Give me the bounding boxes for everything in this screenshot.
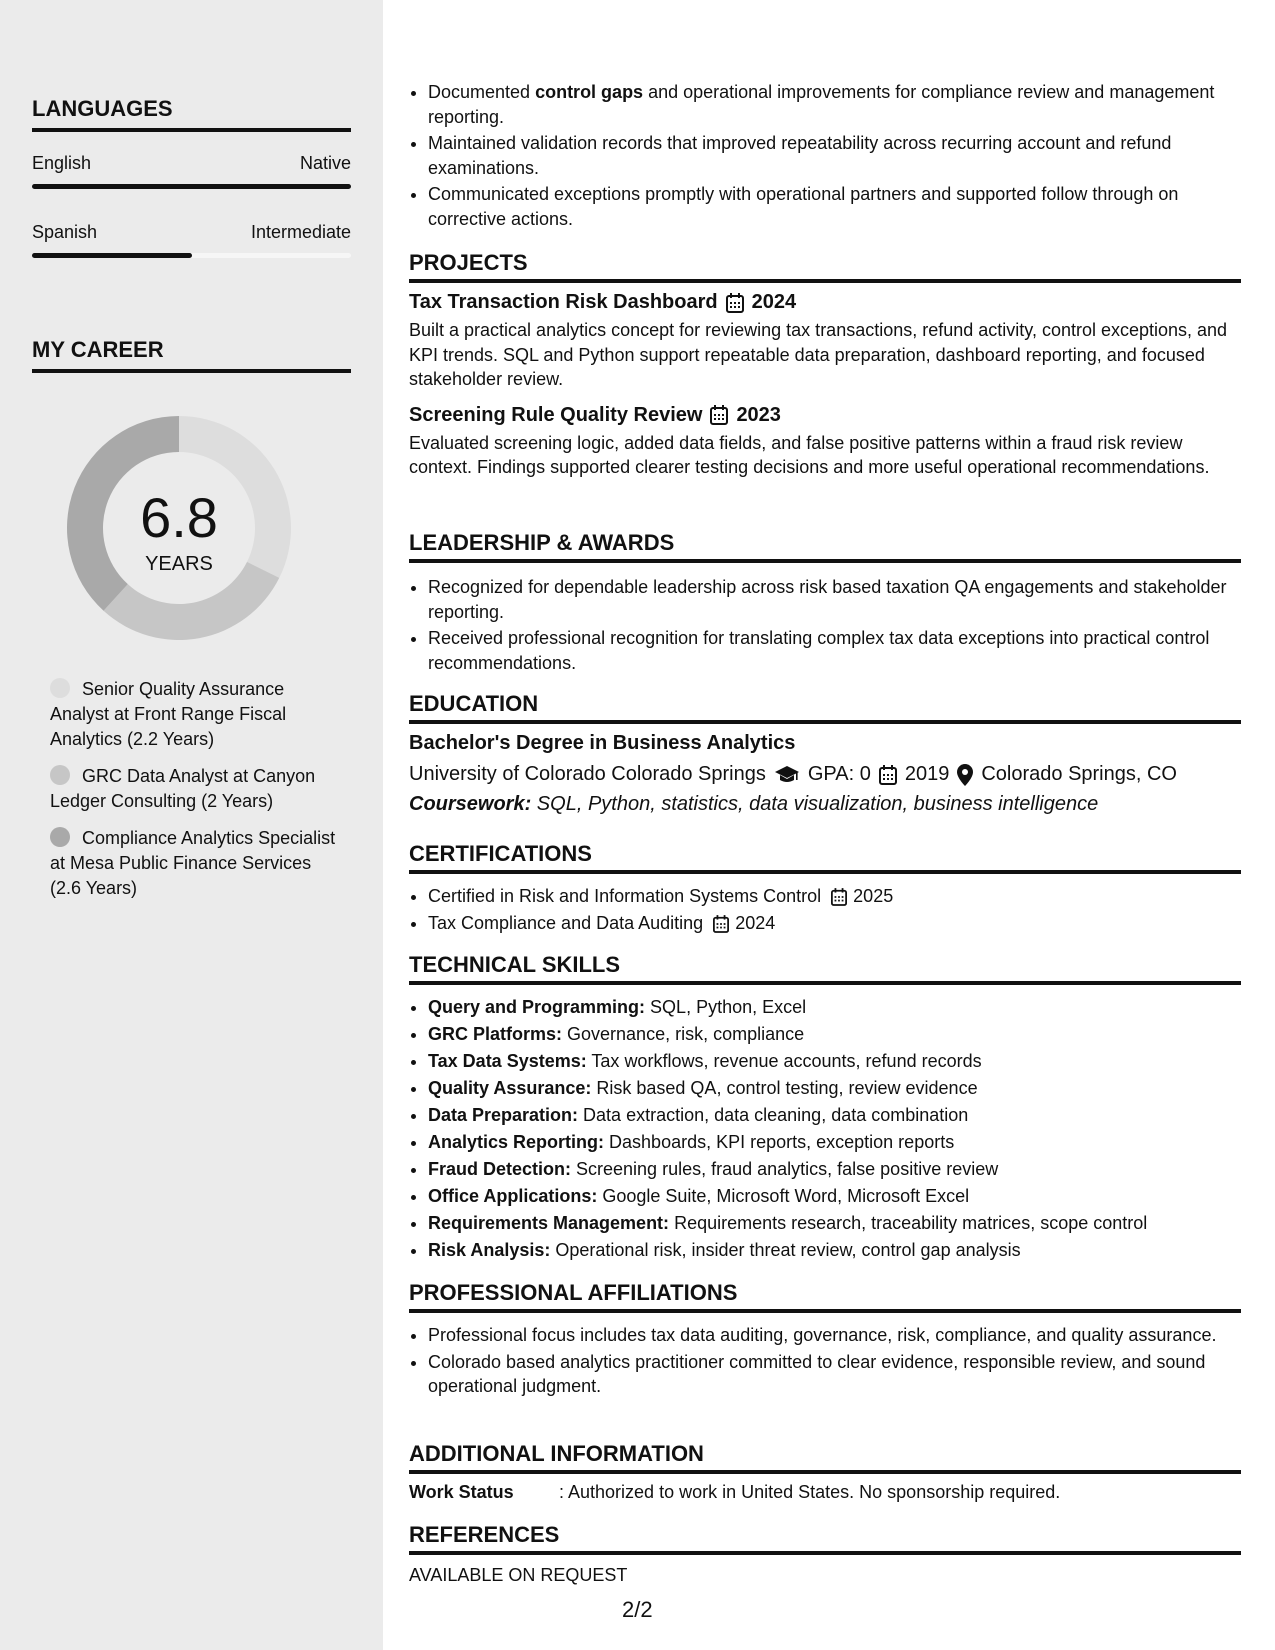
skill-item: • Risk Analysis: Operational risk, insider threat review, control gap analysis <box>428 1238 1241 1263</box>
career-heading: MY CAREER <box>32 337 351 373</box>
career-item <box>50 677 340 752</box>
skills-heading: TECHNICAL SKILLS <box>409 952 1241 985</box>
work-status-label: Work Status <box>409 1482 514 1502</box>
skills-section <box>409 952 1241 1265</box>
language-row-spanish <box>32 222 351 243</box>
calendar-icon <box>713 915 729 933</box>
language-bar-fill <box>32 184 351 189</box>
calendar-icon <box>726 293 744 313</box>
leadership-bullet: • Recognized for dependable leadership across risk based taxation QA engagements and stakeholder reporting. <box>428 575 1241 624</box>
project-year: 2023 <box>736 403 781 426</box>
affiliations-heading: PROFESSIONAL AFFILIATIONS <box>409 1280 1241 1313</box>
coursework: Coursework: SQL, Python, statistics, data visualization, business intelligence <box>409 793 1099 815</box>
career-total-unit: YEARS <box>145 553 213 575</box>
project-title: Tax Transaction Risk Dashboard <box>409 291 718 313</box>
work-status-row <box>409 1482 1241 1503</box>
languages-heading: LANGUAGES <box>32 96 351 132</box>
experience-continued <box>409 80 1241 233</box>
education-heading: EDUCATION <box>409 691 1241 724</box>
skill-item: • GRC Platforms: Governance, risk, compliance <box>428 1022 1241 1047</box>
location-pin-icon <box>957 764 973 786</box>
affiliation-bullet: • Colorado based analytics practitioner committed to clear evidence, responsible review, and sound operational judgment. <box>428 1350 1241 1399</box>
references-heading: REFERENCES <box>409 1522 1241 1555</box>
career-item <box>50 826 340 901</box>
education-section <box>409 691 1241 816</box>
career-donut-chart <box>66 415 292 641</box>
certification-item: • Certified in Risk and Information Systems Control 2025 <box>428 884 1241 909</box>
language-name: English <box>32 153 92 173</box>
career-item-label: Compliance Analytics Specialist at Mesa Public Finance Services (2.6 Years) <box>50 828 336 898</box>
calendar-icon <box>710 405 728 425</box>
certification-item: • Tax Compliance and Data Auditing 2024 <box>428 911 1241 936</box>
skill-item: • Tax Data Systems: Tax workflows, revenue accounts, refund records <box>428 1049 1241 1074</box>
additional-info-section <box>409 1441 1241 1503</box>
legend-dot-icon <box>50 765 70 785</box>
graduation-year: 2019 <box>904 763 950 785</box>
experience-bullet: • Communicated exceptions promptly with operational partners and supported follow through on corrective actions. <box>428 182 1241 231</box>
references-text: AVAILABLE ON REQUEST <box>409 1565 628 1585</box>
work-status-value: : Authorized to work in United States. No sponsorship required. <box>559 1482 1061 1502</box>
project-description: Built a practical analytics concept for reviewing tax transactions, refund activity, control exceptions, and KPI trends. SQL and Python support repeatable data preparation, dashboard reporting, and focused stakeholder review. <box>409 320 1228 389</box>
main-content <box>409 0 1241 1650</box>
leadership-section <box>409 530 1241 677</box>
project-title-row <box>409 404 1241 427</box>
projects-section <box>409 250 1241 492</box>
language-level: Native <box>299 153 351 173</box>
certifications-section <box>409 841 1241 938</box>
skill-item: • Analytics Reporting: Dashboards, KPI reports, exception reports <box>428 1130 1241 1155</box>
page-number: 2/2 <box>622 1597 653 1622</box>
skill-item: • Quality Assurance: Risk based QA, control testing, review evidence <box>428 1076 1241 1101</box>
leadership-heading: LEADERSHIP & AWARDS <box>409 530 1241 563</box>
skill-item: • Query and Programming: SQL, Python, Excel <box>428 995 1241 1020</box>
project-title: Screening Rule Quality Review <box>409 403 703 426</box>
skill-item: • Fraud Detection: Screening rules, fraud analytics, false positive review <box>428 1157 1241 1182</box>
degree-title: Bachelor's Degree in Business Analytics <box>409 732 796 754</box>
career-item <box>50 764 340 814</box>
skill-item: • Office Applications: Google Suite, Microsoft Word, Microsoft Excel <box>428 1184 1241 1209</box>
affiliation-bullet: • Professional focus includes tax data auditing, governance, risk, compliance, and quality assurance. <box>428 1323 1241 1348</box>
skill-item: • Requirements Management: Requirements research, traceability matrices, scope control <box>428 1211 1241 1236</box>
career-legend <box>50 677 340 913</box>
school-location: Colorado Springs, CO <box>981 763 1177 785</box>
project-year: 2024 <box>751 291 797 313</box>
career-item-label: Senior Quality Assurance Analyst at Front Range Fiscal Analytics (2.2 Years) <box>50 679 287 749</box>
references-section <box>409 1522 1241 1586</box>
legend-dot-icon <box>50 827 70 847</box>
additional-info-heading: ADDITIONAL INFORMATION <box>409 1441 1241 1474</box>
language-bar-fill <box>32 253 192 258</box>
project-title-row <box>409 291 1241 314</box>
language-bar-spanish <box>32 253 351 258</box>
language-name: Spanish <box>32 222 98 242</box>
language-row-english <box>32 153 351 174</box>
leadership-bullet: • Received professional recognition for translating complex tax data exceptions into practical control recommendations. <box>428 626 1241 675</box>
projects-heading: PROJECTS <box>409 250 1241 283</box>
calendar-icon <box>879 765 897 785</box>
legend-dot-icon <box>50 678 70 698</box>
sidebar <box>0 0 383 1650</box>
career-item-label: GRC Data Analyst at Canyon Ledger Consulting (2 Years) <box>50 766 316 811</box>
language-level: Intermediate <box>250 222 351 242</box>
education-details <box>409 763 1241 786</box>
experience-bullet: • Maintained validation records that improved repeatability across recurring account and refund examinations. <box>428 131 1241 180</box>
gpa: GPA: 0 <box>807 763 871 785</box>
affiliations-section <box>409 1280 1241 1401</box>
school-name: University of Colorado Colorado Springs <box>409 763 766 785</box>
calendar-icon <box>831 888 847 906</box>
skill-item: • Data Preparation: Data extraction, data cleaning, data combination <box>428 1103 1241 1128</box>
language-bar-english <box>32 184 351 189</box>
project-description: Evaluated screening logic, added data fields, and false positive patterns within a fraud risk review context. Findings supported clearer testing decisions and more useful operational recommendations. <box>409 432 1210 477</box>
certifications-heading: CERTIFICATIONS <box>409 841 1241 874</box>
graduation-cap-icon <box>774 765 800 785</box>
experience-bullet: • Documented control gaps and operational improvements for compliance review and management reporting. <box>428 80 1241 129</box>
career-total-years: 6.8 <box>140 486 218 549</box>
